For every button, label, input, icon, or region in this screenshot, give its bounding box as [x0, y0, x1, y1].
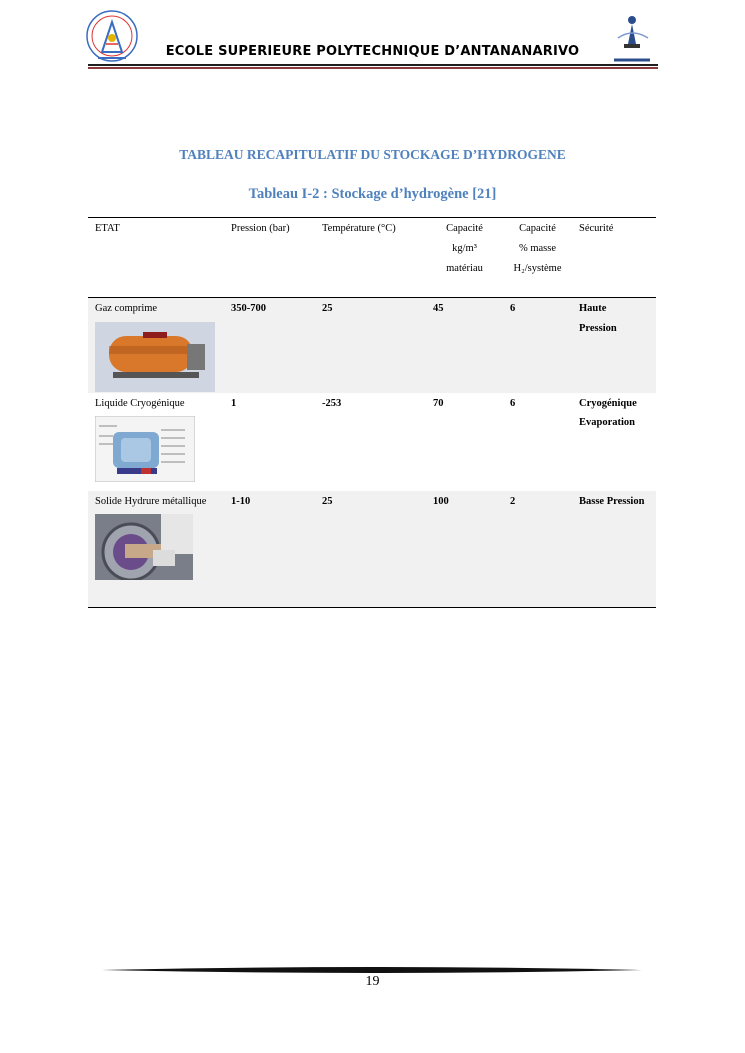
cell-securite: Basse Pression — [579, 495, 645, 507]
cell-securite: Haute Pression — [579, 303, 617, 334]
cryogenic-tank-diagram-image — [95, 416, 195, 482]
page-title: TABLEAU RECAPITULATIF DU STOCKAGE D’HYDROGENE — [179, 147, 566, 162]
cell-capacite-materiau: 70 — [433, 397, 444, 409]
table-row — [88, 298, 656, 393]
header-rule-accent — [88, 67, 658, 69]
page-number: 19 — [365, 974, 380, 989]
table-row — [88, 393, 656, 491]
table-header-row — [88, 218, 656, 298]
industrial-engineering-logo-icon — [604, 8, 660, 64]
cell-capacite-systeme: 6 — [510, 397, 516, 409]
cell-capacite-materiau: 100 — [433, 495, 449, 507]
header-capacite-systeme: Capacité % masse H₂/système — [513, 223, 562, 274]
hydrogen-storage-table — [88, 217, 656, 608]
compressed-gas-tank-image — [95, 322, 215, 392]
cell-temperature: 25 — [322, 303, 333, 314]
cell-etat: Gaz comprime — [88, 298, 224, 393]
metal-hydride-tank-image — [95, 514, 193, 580]
cell-etat: Solide Hydrure métallique — [88, 491, 224, 608]
cell-securite: Cryogénique Evaporation — [579, 397, 637, 428]
header-pression: Pression (bar) — [231, 223, 290, 234]
cell-temperature: -253 — [322, 397, 342, 409]
cell-pression: 1 — [231, 397, 237, 409]
header-rule — [88, 64, 658, 66]
header-securite: Sécurité — [579, 223, 614, 234]
cell-pression: 1-10 — [231, 495, 251, 507]
cell-temperature: 25 — [322, 495, 333, 507]
table-row — [88, 491, 656, 608]
header-temperature: Température (°C) — [322, 223, 396, 234]
cell-capacite-systeme: 6 — [510, 303, 516, 314]
cell-capacite-materiau: 45 — [433, 303, 444, 314]
header-school-name: ECOLE SUPERIEURE POLYTECHNIQUE D’ANTANANARIVO — [165, 44, 580, 59]
cell-capacite-systeme: 2 — [510, 495, 516, 507]
header-capacite-materiau: Capacité kg/m³ matériau — [446, 223, 483, 274]
cell-pression: 350-700 — [231, 303, 266, 314]
header-etat: ETAT — [95, 223, 120, 234]
cell-etat: Liquide Cryogénique — [88, 393, 224, 491]
table-caption: Tableau I-2 : Stockage d’hydrogène [21] — [248, 186, 497, 202]
